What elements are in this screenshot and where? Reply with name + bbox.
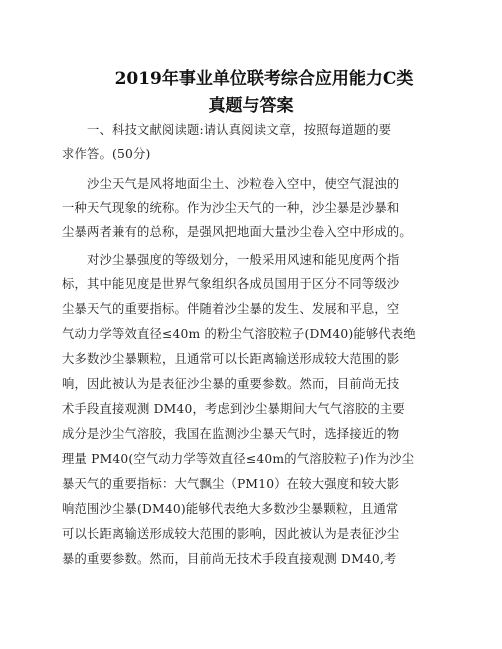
- paragraph-line: 响，因此被认为是表征沙尘暴的重要参数。然而，目前尚无技: [62, 377, 400, 391]
- paragraph-line: 尘暴两者兼有的总称，是强风把地面大量沙尘卷入空中形成的。: [62, 225, 412, 239]
- paragraph-line: 求作答。(50分): [62, 147, 151, 161]
- paragraph-line: 响范围沙尘暴(DM40)能够代表绝大多数沙尘暴颗粒，且通常: [62, 502, 399, 516]
- paragraph-line: 尘暴天气的重要指标。伴随着沙尘暴的发生、发展和平息，空: [62, 302, 400, 316]
- paragraph-line: 术手段直接观测 DM40，考虑到沙尘暴期间大气气溶胶的主要: [62, 402, 405, 416]
- paragraph-line: 对沙尘暴强度的等级划分，一般采用风速和能见度两个指: [87, 253, 400, 267]
- paragraph-line: 成分是沙尘气溶胶，我国在监测沙尘暴天气时，选择接近的物: [62, 427, 400, 441]
- paragraph-line: 暴天气的重要指标：大气飘尘（PM10）在较大强度和较大影: [62, 477, 400, 491]
- paragraph-line: 可以长距离输送形成较大范围的影响，因此被认为是表征沙尘: [62, 527, 400, 541]
- paragraph-line: 大多数沙尘暴颗粒，且通常可以长距离输送形成较大范围的影: [62, 352, 400, 366]
- paragraph-line: 一、科技文献阅读题:请认真阅读文章，按照每道题的要: [87, 123, 392, 137]
- paragraph-line: 暴的重要参数。然而，目前尚无技术手段直接观测 DM40,考: [62, 552, 397, 566]
- paragraph-line: 理量 PM40(空气动力学等效直径≤40m的气溶胶粒子)作为沙尘: [62, 452, 415, 466]
- paragraph-line: 气动力学等效直径≤40m 的粉尘气溶胶粒子(DM40)能够代表绝: [62, 327, 416, 341]
- paragraph-line: 沙尘天气是风将地面尘土、沙粒卷入空中，使空气混浊的: [87, 177, 400, 191]
- document-title-line-2: 真题与答案: [208, 96, 294, 116]
- paragraph-line: 一种天气现象的统称。作为沙尘天气的一种，沙尘暴是沙暴和: [62, 201, 400, 215]
- paragraph-line: 标，其中能见度是世界气象组织各成员国用于区分不同等级沙: [62, 277, 400, 291]
- document-title-line-1: 2019年事业单位联考综合应用能力C类: [114, 69, 414, 89]
